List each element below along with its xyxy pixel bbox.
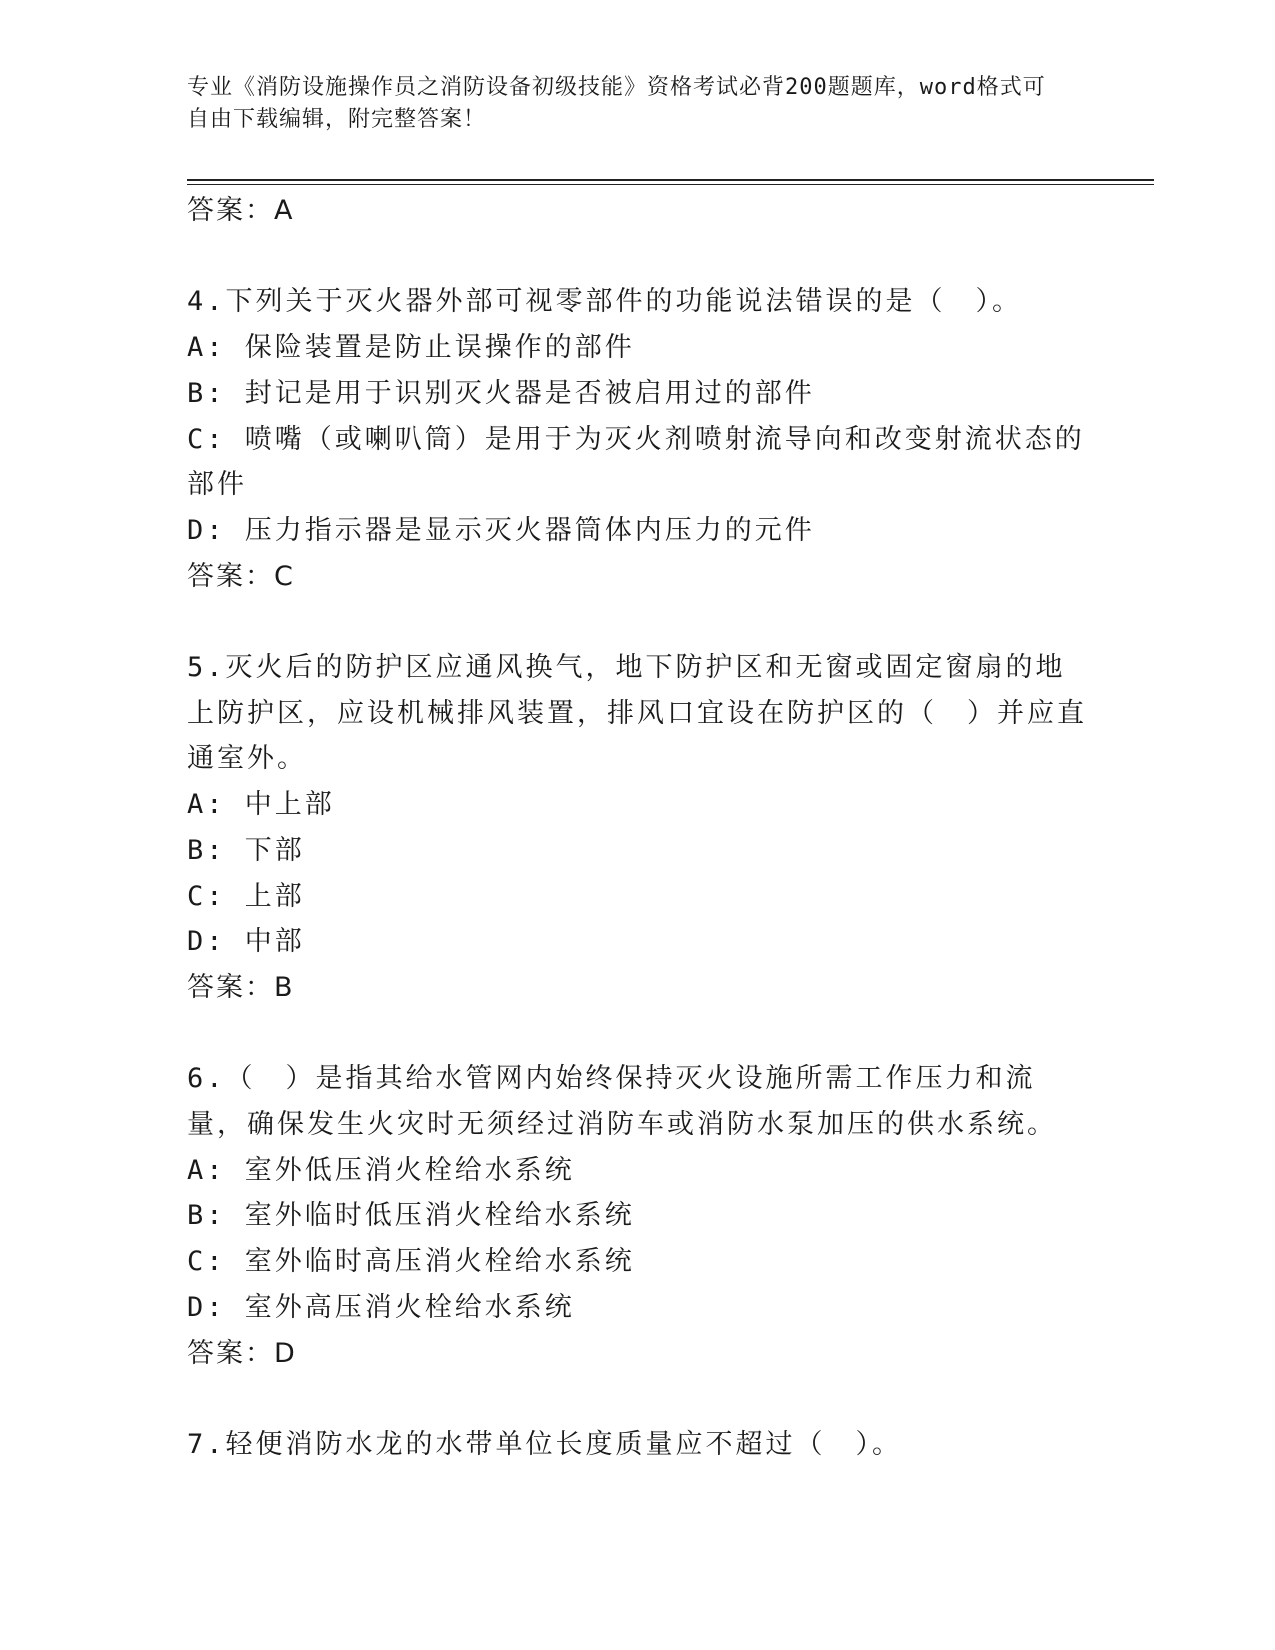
answer-line-prev [187, 188, 1087, 234]
answer-value: D [274, 1337, 297, 1369]
answer-label: 答案： [187, 1337, 274, 1369]
document-header: 专业《消防设施操作员之消防设备初级技能》资格考试必背200题题库，word格式可自由下载编辑，附完整答案！ [187, 75, 1046, 132]
option-b: B: 室外临时低压消火栓给水系统 [187, 1200, 635, 1232]
answer-value: A [274, 195, 295, 226]
question-text: 5.灭火后的防护区应通风换气，地下防护区和无窗或固定窗扇的地上防护区，应设机械排风装置，排风口宜设在防护区的（ ）并应直通室外。 [187, 652, 1087, 775]
header-rule-thick [187, 179, 1154, 181]
question-block-4 [187, 279, 1087, 599]
answer-value: B [274, 971, 295, 1003]
option-b: B: 封记是用于识别灭火器是否被启用过的部件 [187, 377, 815, 409]
answer-line [187, 1331, 1087, 1377]
question-text: 7.轻便消防水龙的水带单位长度质量应不超过（ ）。 [187, 1428, 903, 1460]
option-a: A: 保险装置是防止误操作的部件 [187, 332, 635, 364]
option-c: C: 室外临时高压消火栓给水系统 [187, 1246, 635, 1278]
option-c: C: 喷嘴（或喇叭筒）是用于为灭火剂喷射流导向和改变射流状态的部件 [187, 423, 1085, 501]
answer-line [187, 965, 1087, 1011]
option-d: D: 室外高压消火栓给水系统 [187, 1291, 575, 1323]
header-rule-thin [187, 184, 1154, 185]
question-block-5 [187, 645, 1087, 1011]
question-block-6 [187, 1056, 1087, 1376]
answer-label: 答案： [187, 560, 274, 592]
question-text: 6.（ ）是指其给水管网内始终保持灭火设施所需工作压力和流量，确保发生火灾时无须经过消防车或消防水泵加压的供水系统。 [187, 1063, 1057, 1141]
answer-label: 答案： [187, 971, 274, 1003]
option-d: D: 压力指示器是显示灭火器筒体内压力的元件 [187, 514, 815, 546]
answer-label: 答案： [187, 195, 274, 226]
question-text: 4.下列关于灭火器外部可视零部件的功能说法错误的是（ ）。 [187, 286, 1023, 318]
option-b: B: 下部 [187, 834, 305, 866]
answer-line [187, 554, 1087, 600]
answer-value: C [274, 560, 295, 592]
question-block-7 [187, 1422, 1087, 1468]
option-c: C: 上部 [187, 880, 305, 912]
option-d: D: 中部 [187, 926, 305, 958]
option-a: A: 中上部 [187, 789, 335, 821]
question-list [187, 188, 1087, 1468]
option-a: A: 室外低压消火栓给水系统 [187, 1154, 575, 1186]
